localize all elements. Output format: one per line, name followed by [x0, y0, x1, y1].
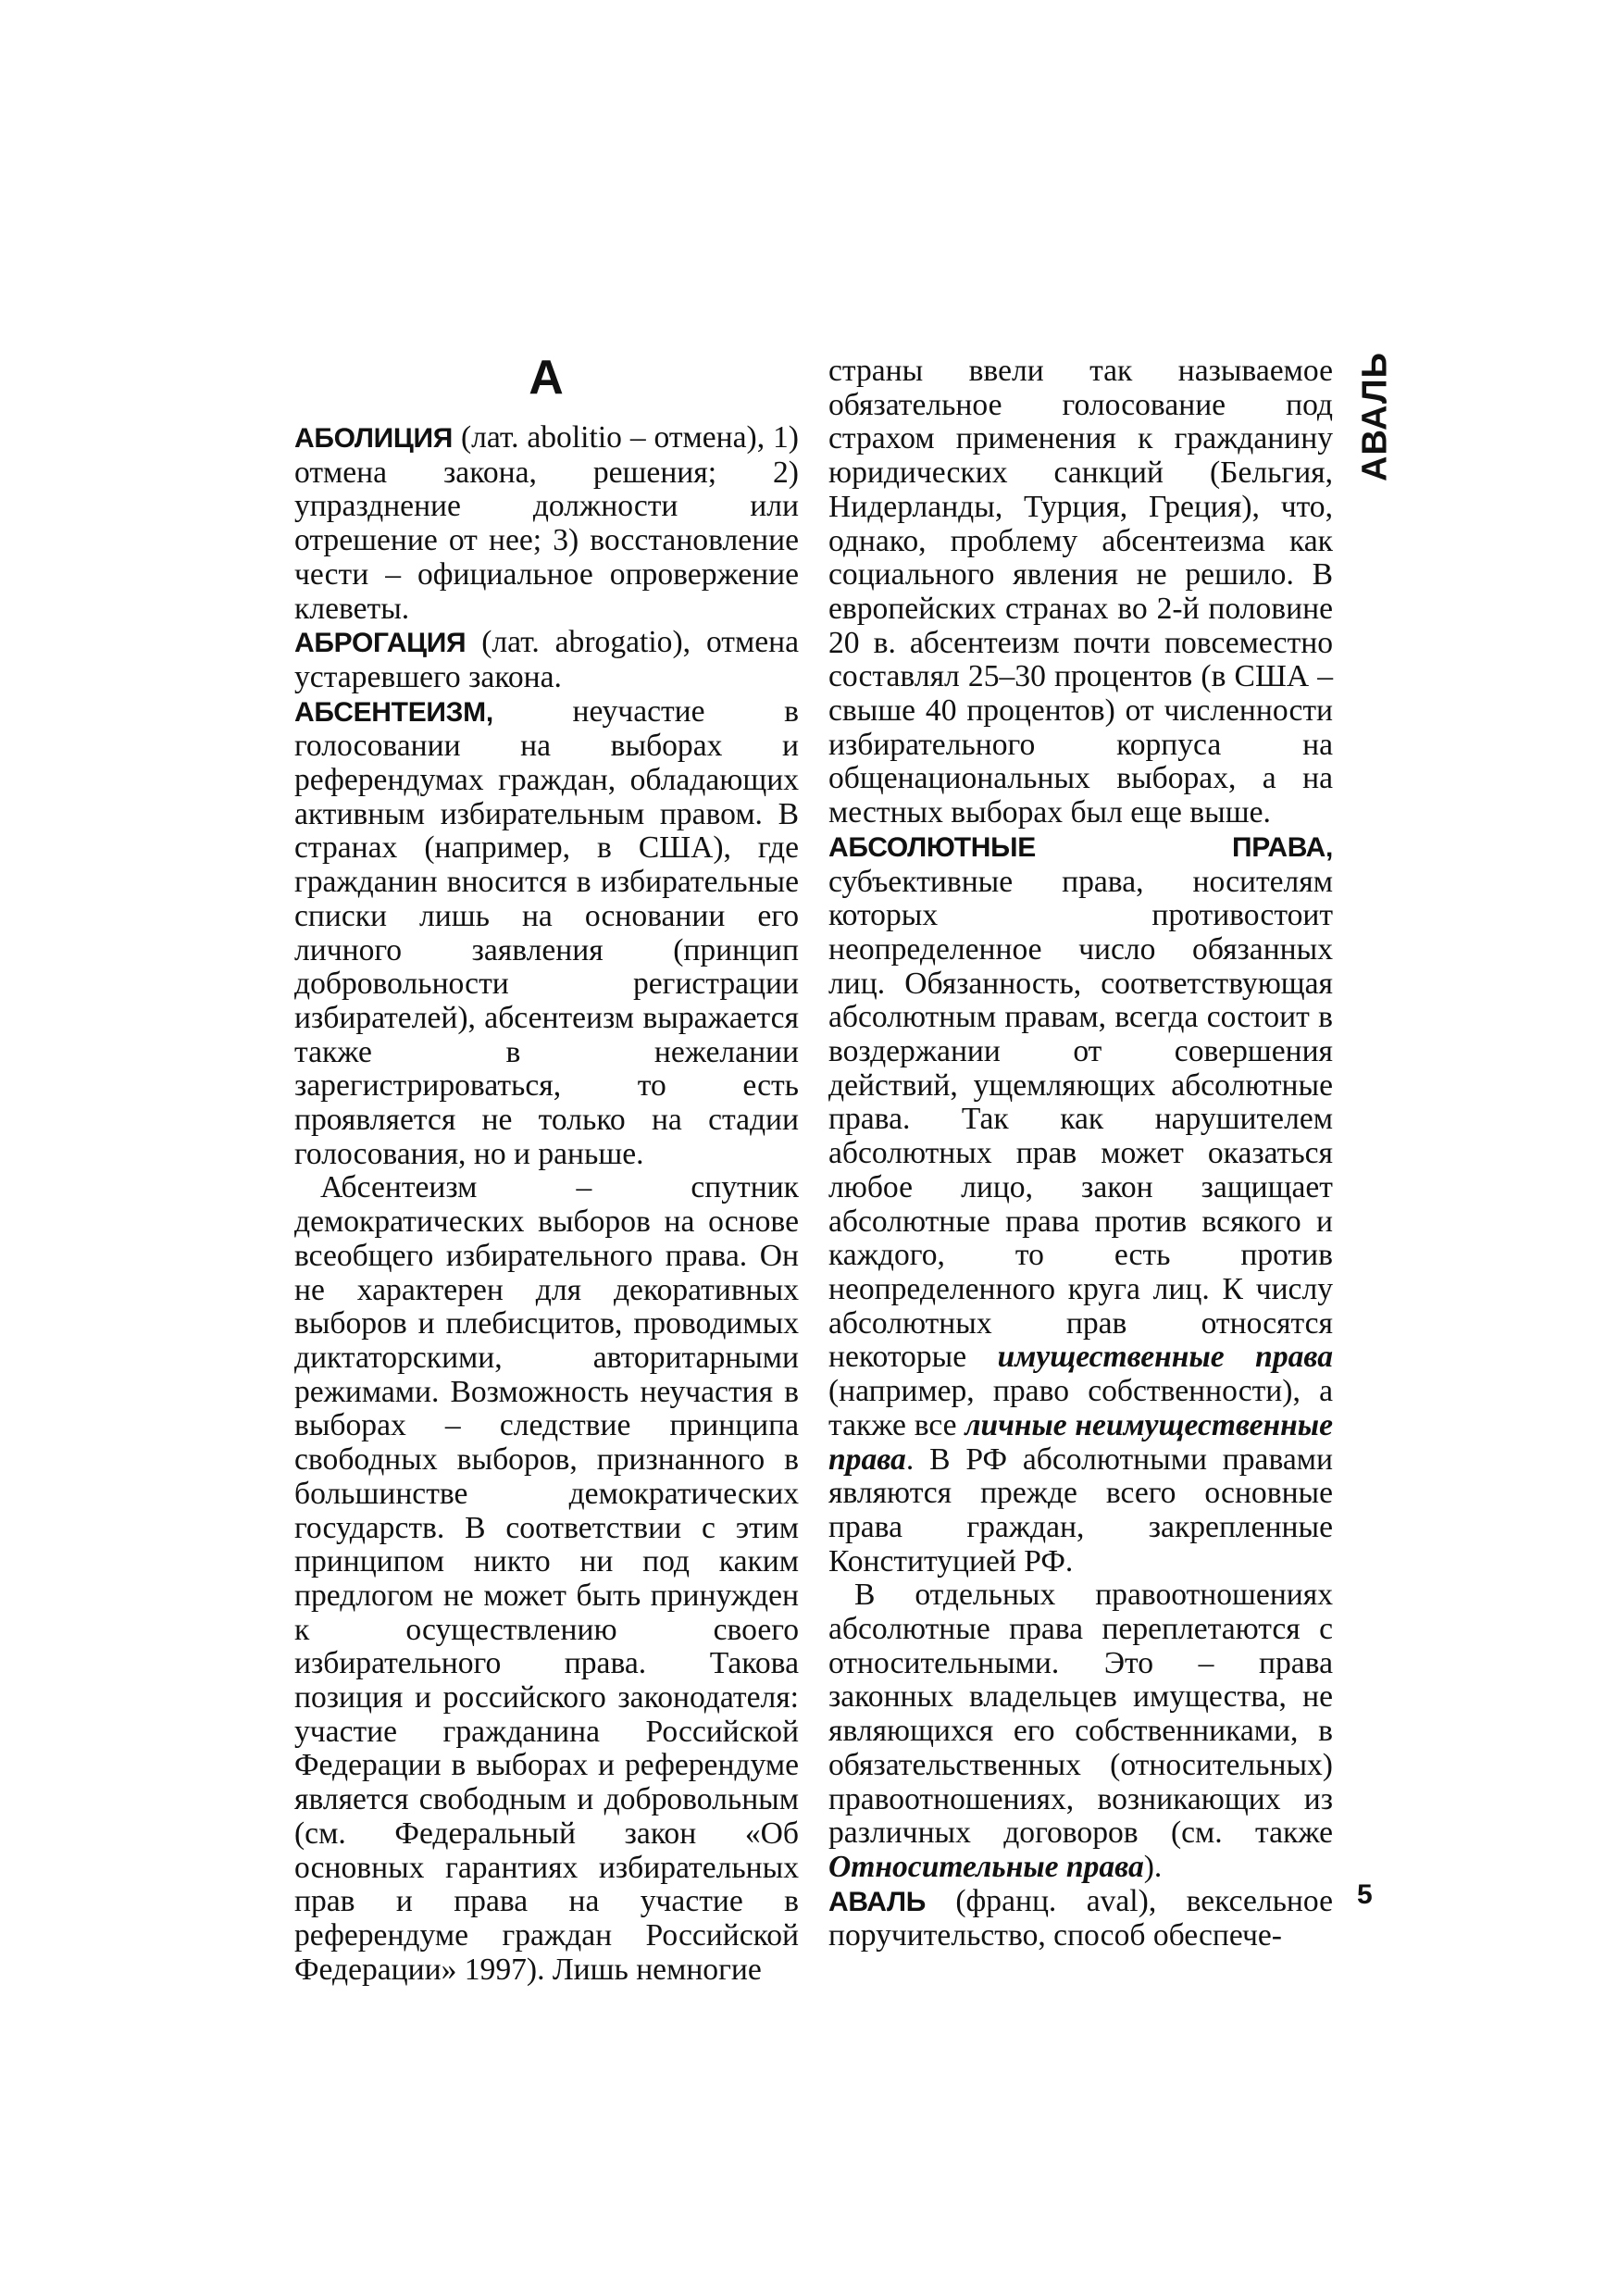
paragraph-text: В отдельных правоотношениях абсолютные права переплетаются с относительными. Это – права законных владельцев имущества, не являющихся его собственниками, в обязательственных (относительных) правоотношениях, возникающих из различных договоров (см. также: [828, 1578, 1333, 1851]
cross-reference[interactable]: личные неимущественные права: [828, 1407, 1333, 1477]
definition: субъективные права, носителям которых противостоит неопределенное число обязанных лиц. Обязанность, соответствующая абсолютным правам, всегда состоит в воздержании от совершения действий, ущемляющих абсолютные права. Так как нарушителем абсолютных прав может оказаться любое лицо, закон защищает абсолютные права против всякого и каждого, то есть против неопределенного круга лиц. К числу абсолютных прав относятся некоторые: [828, 864, 1333, 1375]
definition: (например, право собственности), а также все: [828, 1374, 1333, 1442]
headword: АБСЕНТЕИЗМ,: [294, 696, 493, 728]
right-column: [828, 355, 1333, 1953]
left-column: [294, 421, 799, 1987]
definition: (лат. abolitio – отмена), 1) отмена закона, решения; 2) упразднение должности или отрешение от нее; 3) восстановление чести – официальное опровержение клеветы.: [294, 420, 799, 626]
cross-reference[interactable]: имущественные права: [997, 1340, 1333, 1375]
headword: АБРОГАЦИЯ: [294, 628, 467, 659]
headword: АВАЛЬ: [828, 1886, 926, 1917]
entry-absenteizm: [294, 695, 799, 1172]
definition: (лат. abrogatio), отмена устаревшего закона.: [294, 625, 799, 694]
definition: неучастие в голосовании на выборах и референдумах граждан, обладающих активным избирательным правом. В странах (например, в США), где гражданин вносится в избирательные списки лишь на основании его личного заявления (принцип добровольности регистрации избирателей), абсентеизм выражается также в нежелании зарегистрироваться, то есть проявляется не только на стадии голосования, но и раньше.: [294, 693, 799, 1171]
running-head: [1348, 352, 1403, 481]
page-number: 5: [1357, 1879, 1373, 1910]
headword: АБОЛИЦИЯ: [294, 423, 454, 454]
absenteizm-paragraph: Абсентеизм – спутник демократических выборов на основе всеобщего избирательного права. Он не характерен для декоративных выборов и плебисцитов, проводимых диктаторскими, авторитарными режимами. Возможность неучастия в выборах – следствие принципа свободных выборов, признанного в большинстве демократических государств. В соответствии с этим принципом никто ни под каким предлогом не может быть принужден к осуществлению своего избирательного права. Такова позиция и российского законодателя: участие гражданина Российской Федерации в выборах и референдуме является свободным и добровольным (см. Федеральный закон «Об основных гарантиях избирательных прав и права на участие в референдуме граждан Российской Федерации» 1997). Лишь немногие: [294, 1170, 799, 1987]
entry-absolyutnye-prava: [828, 830, 1333, 1578]
continuation-text: страны ввели так называемое обязательное голосование под страхом применения к гражданину юридических санкций (Бельгия, Нидерланды, Турция, Греция), что, однако, проблему абсентеизма как социального явления не решило. В европейских странах во 2-й половине 20 в. абсентеизм почти повсеместно составлял 25–30 процентов (в США – свыше 40 процентов) от численности избирательного корпуса на общенациональных выборах, а на местных выборах был еще выше.: [828, 354, 1333, 830]
absolyutnye-paragraph: [828, 1578, 1333, 1884]
headword: АБСОЛЮТНЫЕ ПРАВА,: [828, 831, 1333, 863]
entry-aval: [828, 1885, 1333, 1953]
paragraph-tail: ).: [1143, 1849, 1163, 1884]
cross-reference[interactable]: Относительные права: [828, 1849, 1144, 1884]
entry-abolitsiya: [294, 421, 799, 626]
definition: . В РФ абсолютными правами являются прежде всего основные права граждан, закрепленные Конституцией РФ.: [828, 1441, 1333, 1578]
section-letter: А: [529, 351, 564, 405]
entry-abrogatsiya: [294, 626, 799, 694]
running-head-text: АВАЛЬ: [1355, 352, 1395, 481]
definition: (франц. aval), вексельное поручительство, способ обеспече-: [828, 1883, 1333, 1953]
